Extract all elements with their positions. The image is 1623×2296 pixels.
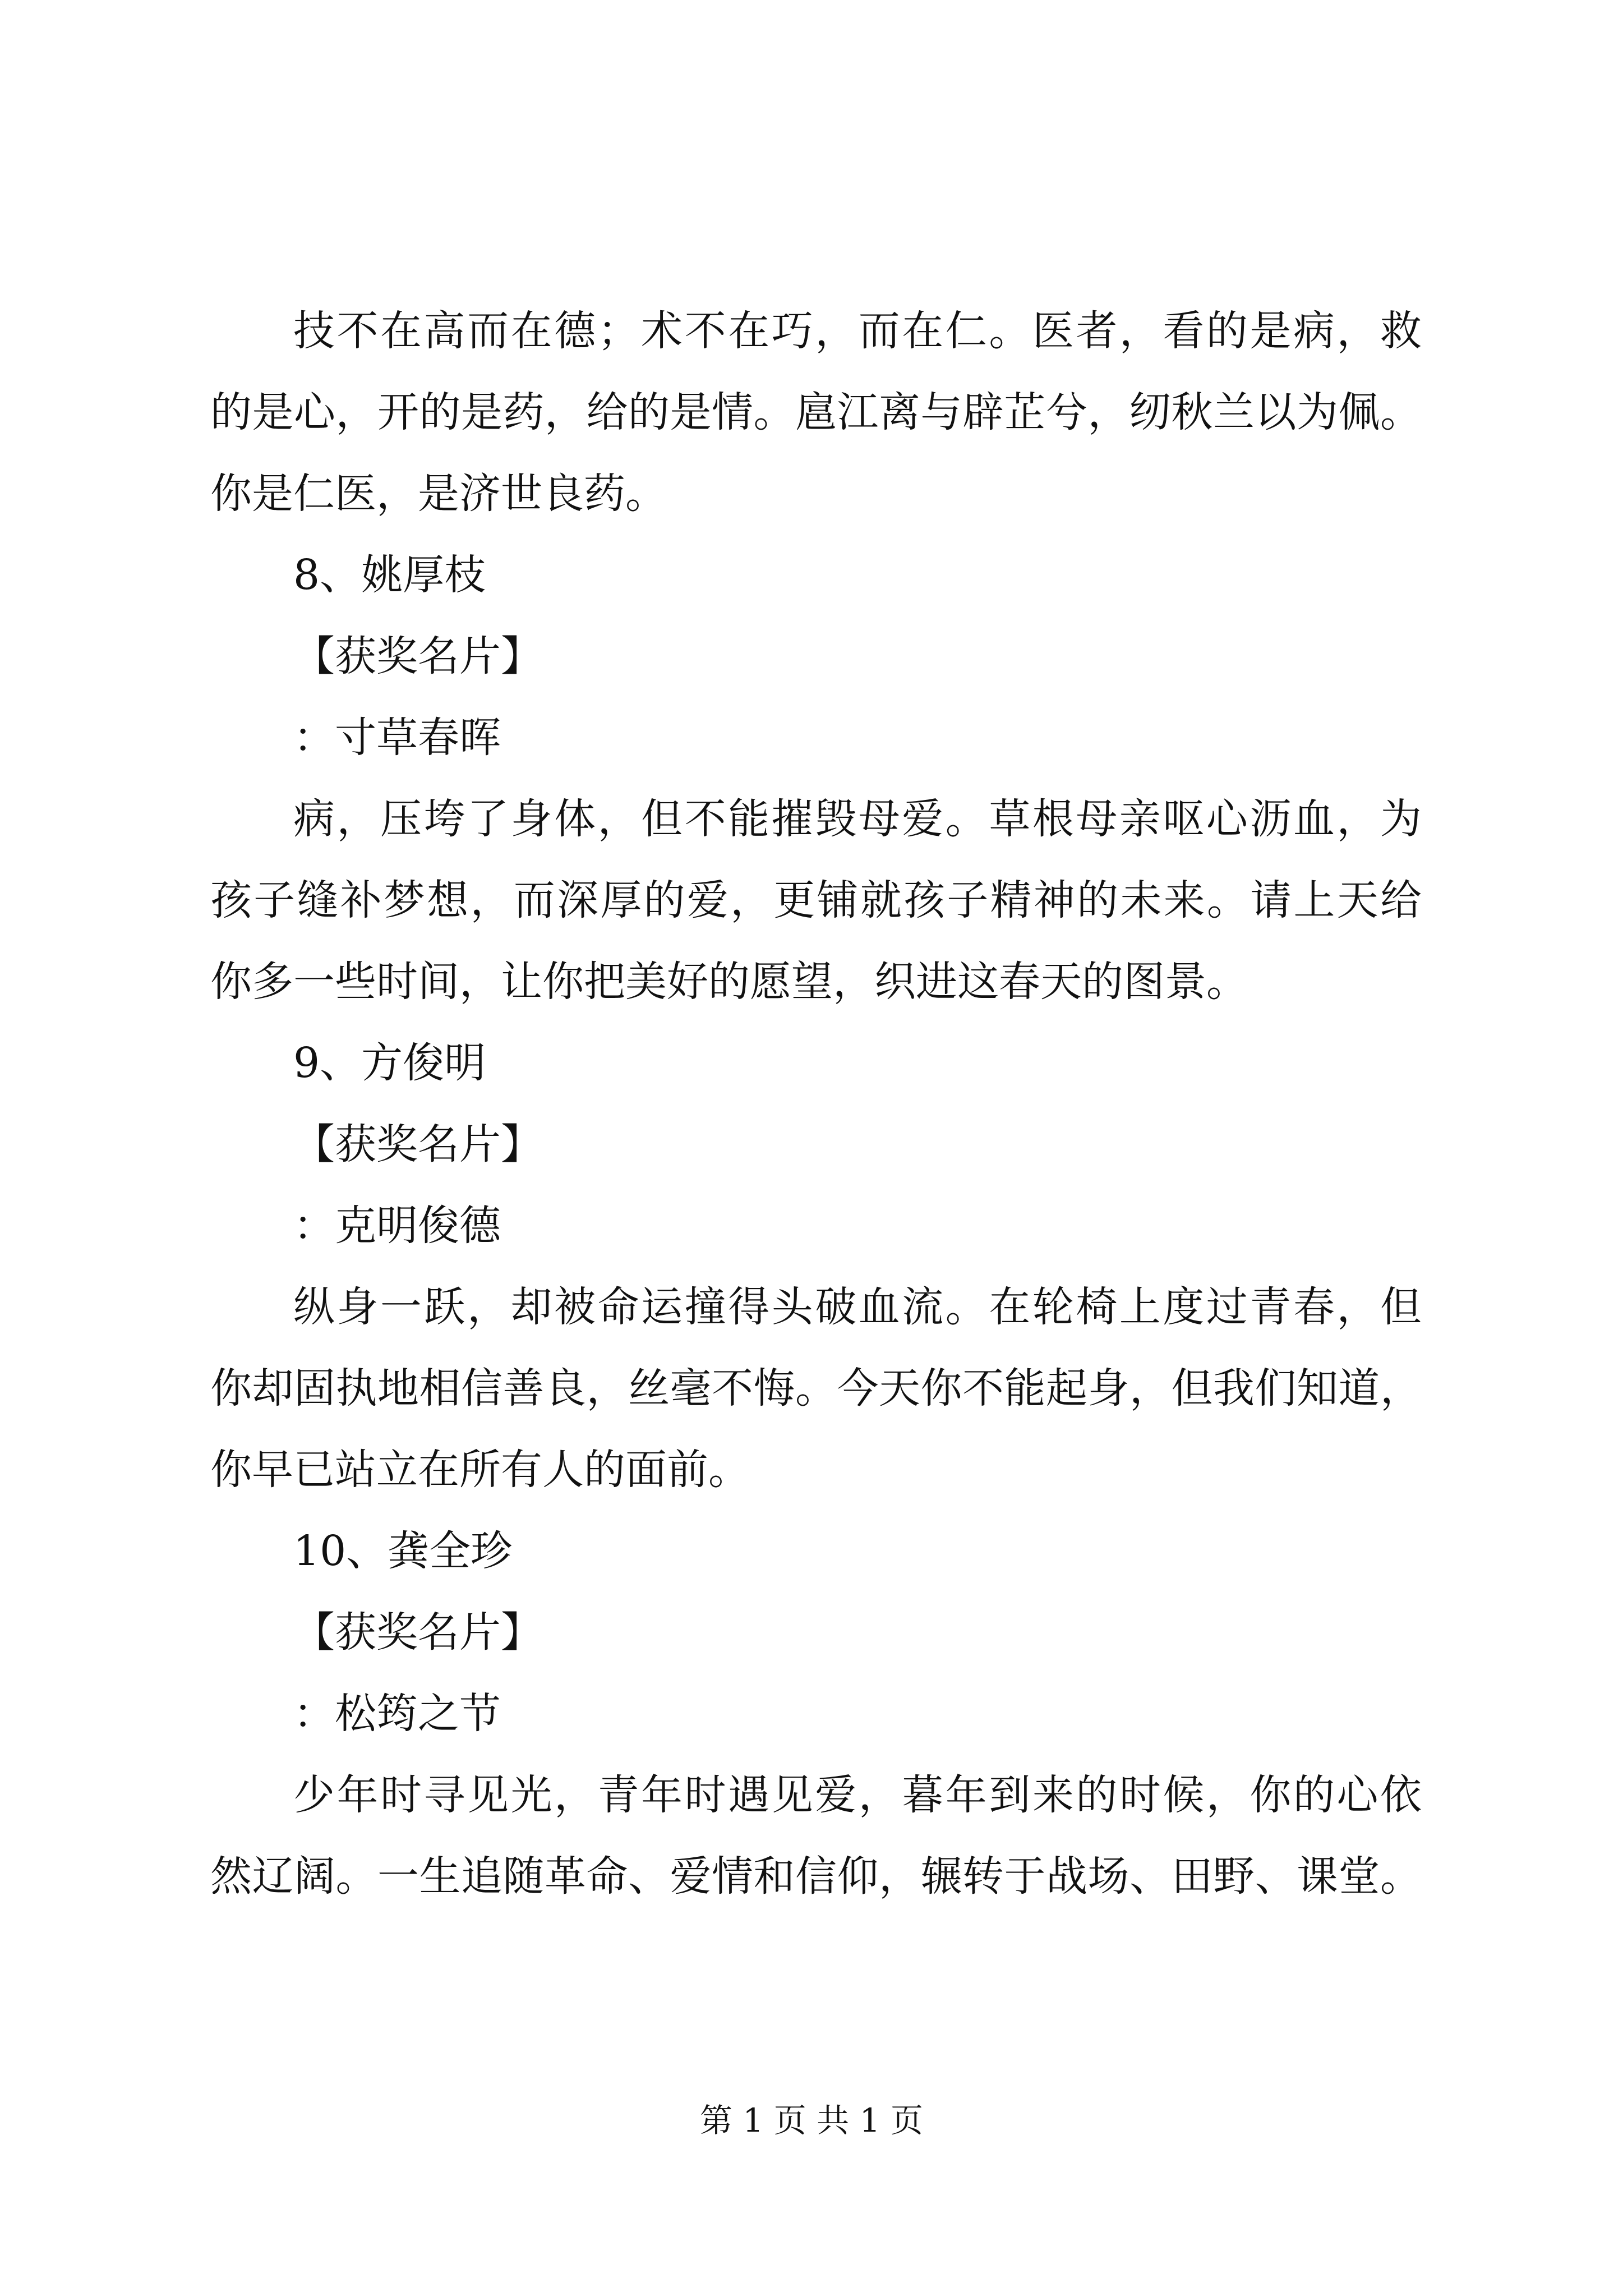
section-heading: 10、龚全珍: [293, 1527, 513, 1575]
award-card-title: ：克明俊德: [293, 1202, 501, 1250]
paragraph-line: 病，压垮了身体，但不能摧毁母爱。草根母亲呕心沥血，为: [293, 795, 1422, 843]
award-card-label: 【获奖名片】: [293, 1608, 542, 1657]
paragraph-line: 技不在高而在德；术不在巧，而在仁。医者，看的是病，救: [293, 307, 1422, 355]
paragraph-line: 你是仁医，是济世良药。: [210, 470, 667, 518]
award-card-title: ：松筠之节: [293, 1690, 501, 1738]
paragraph-line: 然辽阔。一生追随革命、爱情和信仰，辗转于战场、田野、课堂。: [210, 1852, 1422, 1901]
paragraph-line: 你早已站立在所有人的面前。: [210, 1446, 750, 1494]
section-heading: 9、方俊明: [293, 1039, 486, 1087]
award-card-label: 【获奖名片】: [293, 1120, 542, 1168]
award-card-label: 【获奖名片】: [293, 632, 542, 680]
paragraph-line: 你多一些时间，让你把美好的愿望，织进这春天的图景。: [210, 958, 1248, 1006]
paragraph-line: 你却固执地相信善良，丝毫不悔。今天你不能起身，但我们知道，: [210, 1364, 1422, 1412]
section-heading: 8、姚厚枝: [293, 551, 486, 599]
paragraph-line: 少年时寻见光，青年时遇见爱，暮年到来的时候，你的心依: [293, 1771, 1422, 1819]
paragraph-line: 孩子缝补梦想，而深厚的爱，更铺就孩子精神的未来。请上天给: [210, 876, 1422, 924]
award-card-title: ：寸草春晖: [293, 714, 501, 762]
page-footer: 第 1 页 共 1 页: [700, 2101, 923, 2139]
paragraph-line: 纵身一跃，却被命运撞得头破血流。在轮椅上度过青春，但: [293, 1283, 1422, 1331]
paragraph-line: 的是心，开的是药，给的是情。扈江离与辟芷兮，纫秋兰以为佩。: [210, 388, 1422, 436]
